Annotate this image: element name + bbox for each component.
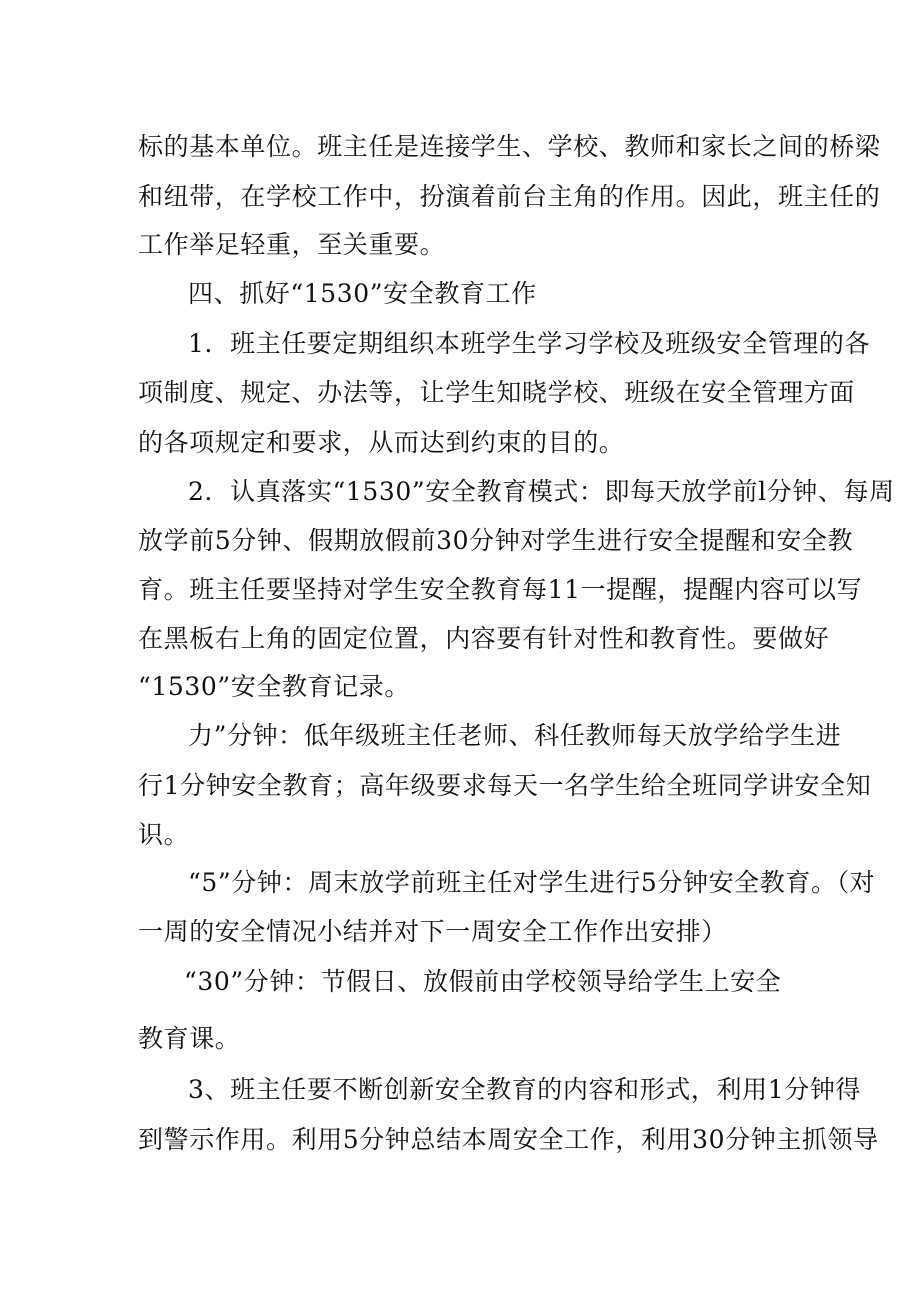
text-line: 标的基本单位。班主任是连接学生、学校、教师和家长之间的桥梁 <box>138 132 881 161</box>
text-line: 3、班主任要不断创新安全教育的内容和形式，利用1分钟得 <box>188 1075 862 1104</box>
text-line: 到警示作用。利用5分钟总结本周安全工作，利用30分钟主抓领导 <box>138 1125 879 1154</box>
text-line: 育。班主任要坚持对学生安全教育每11一提醒，提醒内容可以写 <box>138 575 863 604</box>
text-line: 力”分钟：低年级班主任老师、科任教师每天放学给学生进 <box>188 721 842 750</box>
text-line: 放学前5分钟、假期放假前30分钟对学生进行安全提醒和安全教 <box>138 526 854 555</box>
text-line: 识。 <box>138 820 190 849</box>
text-line: “1530”安全教育记录。 <box>138 672 410 701</box>
text-line: 的各项规定和要求，从而达到约束的目的。 <box>138 428 625 457</box>
text-line: 1．班主任要定期组织本班学生学习学校及班级安全管理的各 <box>188 329 871 358</box>
text-line: “30”分钟：节假日、放假前由学校领导给学生上安全 <box>184 967 782 996</box>
text-line: 在黑板右上角的固定位置，内容要有针对性和教育性。要做好 <box>138 624 830 653</box>
text-line: 和纽带，在学校工作中，扮演着前台主角的作用。因此，班主任的 <box>138 182 881 211</box>
section-heading: 四、抓好“1530”安全教育工作 <box>188 279 537 308</box>
text-line: 教育课。 <box>138 1024 241 1053</box>
text-line: 一周的安全情况小结并对下一周安全工作作出安排） <box>138 917 727 946</box>
text-line: 工作举足轻重，至关重要。 <box>138 230 446 259</box>
text-line: 2．认真落实“1530”安全教育模式：即每天放学前l分钟、每周 <box>188 477 895 506</box>
text-line: 项制度、规定、办法等，让学生知晓学校、班级在安全管理方面 <box>138 378 855 407</box>
text-line: “5”分钟：周末放学前班主任对学生进行5分钟安全教育。（对 <box>188 868 876 897</box>
text-line: 行1分钟安全教育；高年级要求每天一名学生给全班同学讲安全知 <box>138 771 872 800</box>
